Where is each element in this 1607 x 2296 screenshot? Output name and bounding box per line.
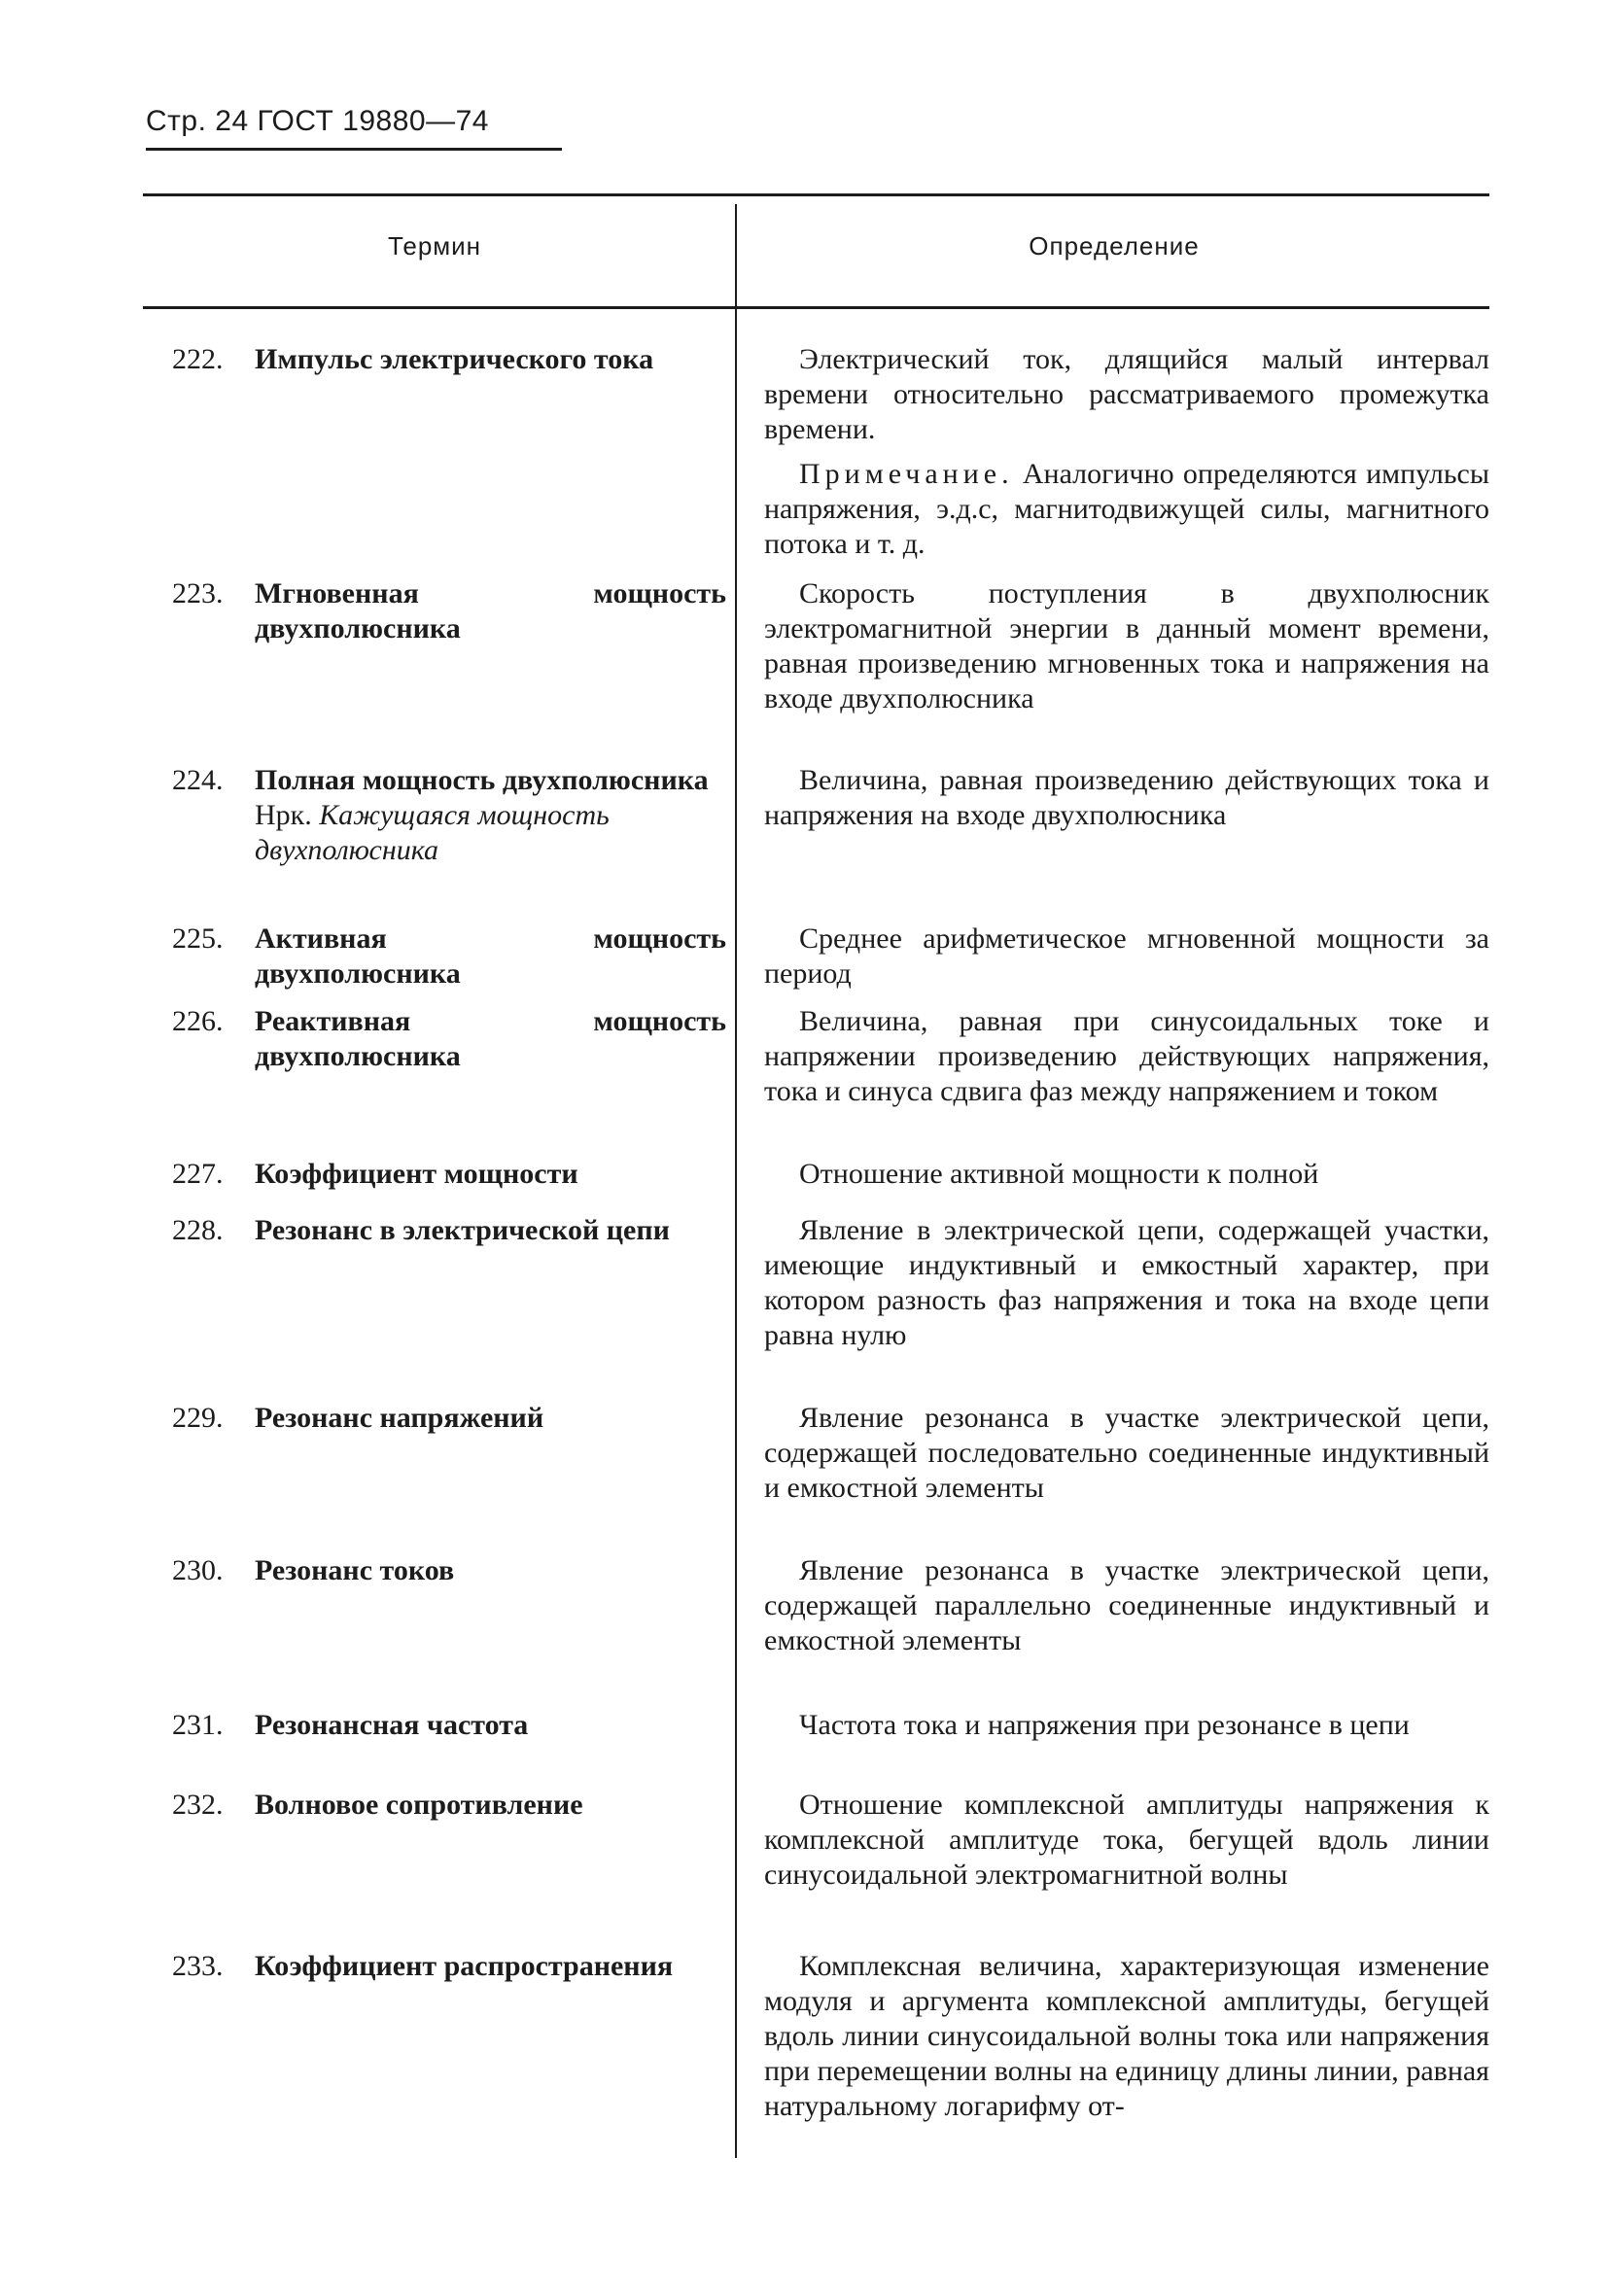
- term-cell: [172, 342, 726, 377]
- term-cell: [172, 763, 726, 868]
- term-cell: [172, 1949, 726, 1984]
- term-cell: [172, 1401, 726, 1436]
- term-number: 225.: [172, 922, 224, 955]
- column-divider: [735, 204, 737, 2158]
- term-cell: [172, 922, 726, 991]
- definition-text: Среднее арифметическое мгновенной мощности за период: [764, 922, 1489, 990]
- definition-cell: [764, 1004, 1489, 1109]
- term-name: Коэффициент мощности: [255, 1158, 578, 1190]
- definition-cell: [764, 1157, 1489, 1192]
- definition-text: Отношение комплексной амплитуды напряжения к комплексной амплитуде тока, бегущей вдоль линии синусоидальной электромагнитной волны: [764, 1789, 1489, 1891]
- definition-text: Явление резонанса в участке электрической цепи, содержащей параллельно соединенные индуктивный и емкостной элементы: [764, 1554, 1489, 1656]
- definition-text: Величина, равная произведению действующих тока и напряжения на входе двухполюсника: [764, 764, 1489, 831]
- definition-text: Скорость поступления в двухполюсник электромагнитной энергии в данный момент времени, равная произведению мгновенных тока и напряжения на входе двухполюсника: [764, 577, 1489, 714]
- column-header-term: Термин: [387, 231, 482, 261]
- column-header-definition: Определение: [1029, 231, 1200, 261]
- definition-note: [764, 457, 1489, 562]
- header-underline: [146, 148, 562, 151]
- term-number: 230.: [172, 1554, 224, 1586]
- definition-text: Электрический ток, длящийся малый интервал времени относительно рассматриваемого промежутка времени.: [764, 343, 1489, 445]
- non-recommended-name: Кажущаяся мощность двухполюсника: [255, 799, 610, 866]
- definition-text: Явление в электрической цепи, содержащей участки, имеющие индуктивный и емкостный характер, при котором разность фаз напряжения и тока на входе цепи равна нулю: [764, 1214, 1489, 1351]
- term-number: 228.: [172, 1214, 224, 1246]
- definition-cell: [764, 1949, 1489, 2124]
- definition-cell: [764, 1213, 1489, 1353]
- term-number: 227.: [172, 1158, 224, 1190]
- definition-cell: [764, 1788, 1489, 1893]
- term-cell: [172, 1708, 726, 1743]
- term-name: Резонанс токов: [255, 1554, 455, 1586]
- definition-cell: [764, 576, 1489, 716]
- page-label: Стр. 24 ГОСТ 19880—74: [146, 105, 489, 137]
- definition-text: Частота тока и напряжения при резонансе в цепи: [799, 1709, 1410, 1741]
- term-number: 226.: [172, 1005, 224, 1037]
- definition-cell: [764, 1401, 1489, 1506]
- term-name: Резонанс в электрической цепи: [255, 1214, 670, 1246]
- term-name: Реактивная мощность двухполюсника: [255, 1005, 726, 1072]
- definition-text: Величина, равная при синусоидальных токе и напряжении произведению действующих напряжения, тока и синуса сдвига фаз между напряжением и током: [764, 1005, 1489, 1107]
- definition-cell: [764, 1708, 1489, 1743]
- term-number: 224.: [172, 764, 224, 796]
- term-cell: [172, 1157, 726, 1192]
- page-header: [146, 105, 562, 151]
- term-name: Коэффициент распространения: [255, 1950, 674, 1982]
- term-cell: [172, 1213, 726, 1248]
- term-cell: [172, 1004, 726, 1074]
- term-number: 233.: [172, 1950, 224, 1982]
- term-cell: [172, 1553, 726, 1588]
- definition-text: Комплексная величина, характеризующая изменение модуля и аргумента комплексной амплитуды, бегущей вдоль линии синусоидальной волны тока или напряжения при перемещении волны на единицу длины линии, равная натуральному логарифму от-: [764, 1950, 1489, 2122]
- term-number: 222.: [172, 343, 224, 375]
- non-recommended-prefix: Нрк.: [255, 799, 320, 831]
- definition-cell: [764, 1553, 1489, 1658]
- term-name: Мгновенная мощность двухполюсника: [255, 577, 726, 644]
- term-name: Полная мощность двухполюсника: [255, 764, 709, 796]
- term-number: 232.: [172, 1789, 224, 1821]
- definition-cell: [764, 922, 1489, 991]
- term-name: Резонансная частота: [255, 1709, 529, 1741]
- definition-text: Явление резонанса в участке электрической цепи, содержащей последовательно соединенные индуктивный и емкостной элементы: [764, 1402, 1489, 1504]
- term-number: 231.: [172, 1709, 224, 1741]
- definition-text: Отношение активной мощности к полной: [799, 1158, 1319, 1190]
- term-name: Резонанс напряжений: [255, 1402, 544, 1434]
- note-text: Аналогично определяются импульсы напряжения, э.д.с, магнитодвижущей силы, магнитного потока и т. д.: [764, 458, 1489, 560]
- term-cell: [172, 576, 726, 646]
- non-recommended-term: [255, 798, 726, 868]
- table-header-rule: [143, 306, 1489, 309]
- term-name: Активная мощность двухполюсника: [255, 922, 726, 990]
- term-number: 223.: [172, 577, 224, 609]
- definition-cell: [764, 763, 1489, 833]
- term-name: Импульс электрического тока: [255, 343, 654, 375]
- term-number: 229.: [172, 1402, 224, 1434]
- note-label: Примечание.: [799, 458, 1014, 490]
- definition-cell: [764, 342, 1489, 562]
- table-top-rule: [143, 193, 1489, 196]
- term-name: Волновое сопротивление: [255, 1789, 583, 1821]
- term-cell: [172, 1788, 726, 1823]
